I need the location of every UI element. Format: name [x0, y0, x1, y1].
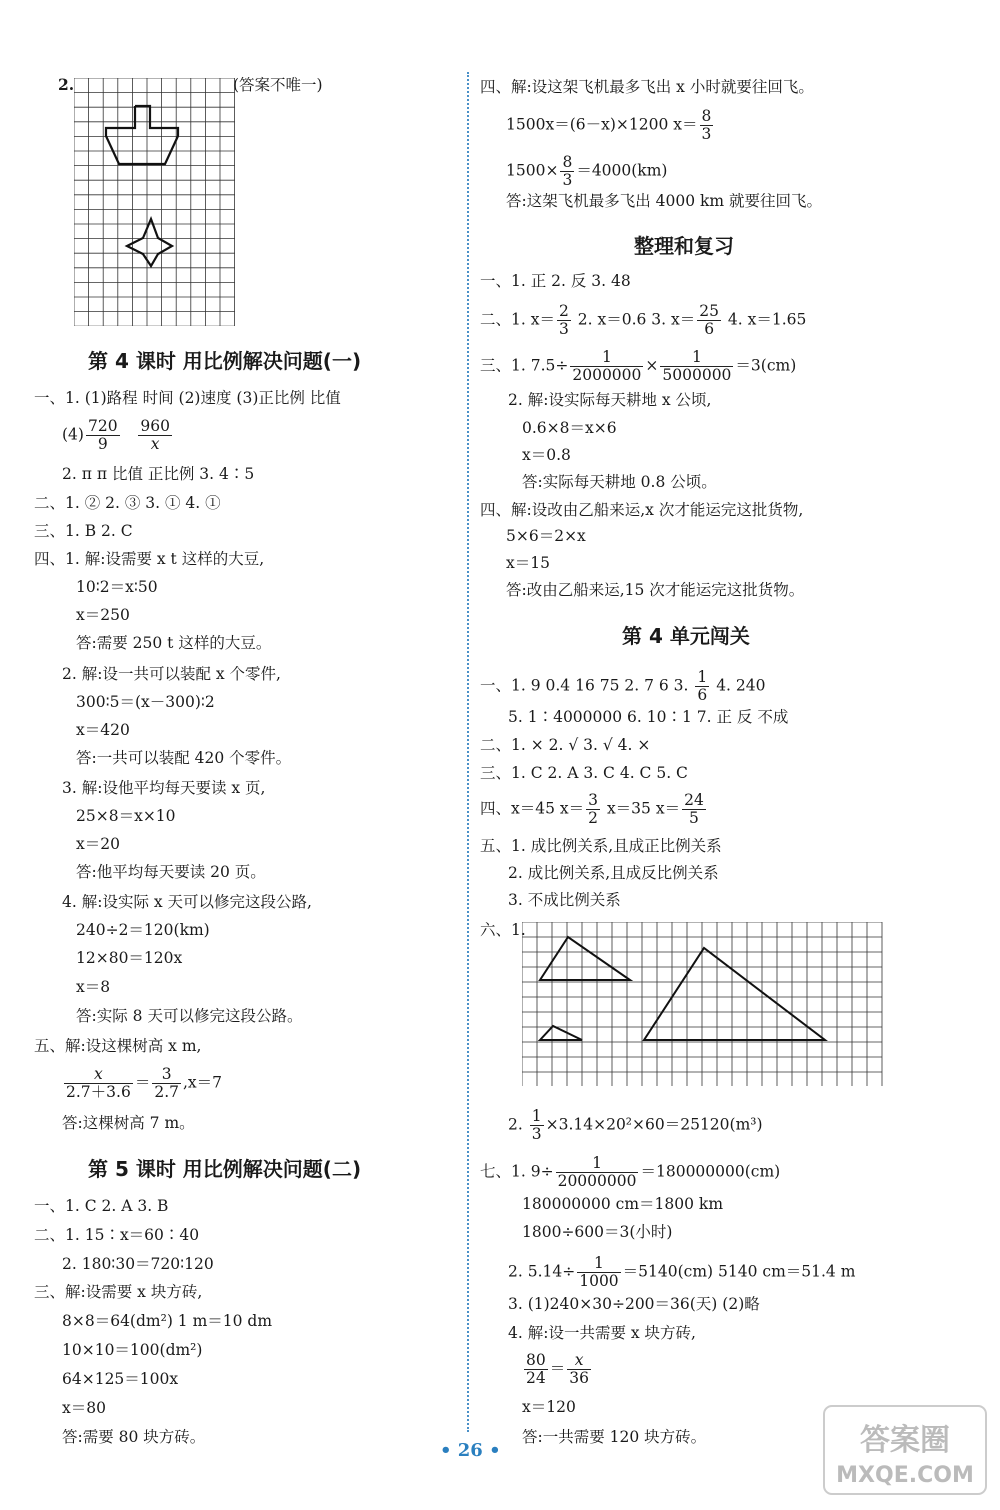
l5-line: 答:需要 80 块方砖。 — [62, 1428, 206, 1446]
l4-line: 答:一共可以装配 420 个零件。 — [76, 749, 292, 767]
star-shape — [127, 219, 172, 266]
l4-line: x＝420 — [76, 721, 130, 739]
u-line: x＝120 — [522, 1398, 576, 1416]
rv-line-2: 二、1. x＝ $\frac{2}{3}$ 2. x＝0.6 3. x＝ $\frac{25}{6}$ 4. x＝1.65 — [480, 302, 807, 338]
l4-line: x＝8 — [76, 978, 111, 996]
column-divider — [467, 72, 469, 1432]
l4-line: 25×8＝x×10 — [76, 807, 176, 825]
l5-line: 10×10＝100(dm²) — [62, 1341, 203, 1359]
l4-line: 2. π π 比值 正比例 3. 4∶5 — [62, 465, 255, 483]
rv-line: 一、1. 正 2. 反 3. 48 — [480, 272, 631, 290]
rv-line: 0.6×8＝x×6 — [522, 419, 617, 437]
l5-line: 二、1. 15∶x＝60∶40 — [34, 1226, 200, 1244]
l5-line: x＝80 — [62, 1399, 106, 1417]
l4-line: 答:需要 250 t 这样的大豆。 — [76, 634, 272, 652]
l4-line: 一、1. (1)路程 时间 (2)速度 (3)正比例 比值 — [34, 389, 341, 407]
left-grid-figure — [74, 78, 236, 326]
large-triangle — [644, 948, 825, 1040]
l4-line: 2. 解:设一共可以装配 x 个零件, — [62, 665, 281, 683]
l4-line: x＝20 — [76, 835, 120, 853]
tiny-triangle — [540, 1026, 582, 1040]
l4-line: 3. 解:设他平均每天要读 x 页, — [62, 779, 266, 797]
lesson4-title: 第 4 课时 用比例解决问题(一) — [88, 349, 362, 373]
l4-line: 五、解:设这棵树高 x m, — [34, 1037, 202, 1055]
q2-label: 2. — [58, 75, 75, 94]
rv-line: x＝0.8 — [522, 446, 571, 464]
rv-line: 5×6＝2×x — [506, 527, 586, 545]
r-top-line: 答:这架飞机最多飞出 4000 km 就要往回飞。 — [506, 192, 823, 210]
u-line: 1800÷600＝3(小时) — [522, 1223, 673, 1241]
u-line: 3. (1)240×30÷200＝36(天) (2)略 — [508, 1295, 760, 1313]
u-line: 答:一共需要 120 块方砖。 — [522, 1428, 707, 1446]
u-line-1: 一、1. 9 0.4 16 75 2. 7 6 3. $\frac{1}{6}$ 4. 240 — [480, 668, 766, 704]
q2-note: (答案不唯一) — [233, 76, 323, 94]
u-line: 五、1. 成比例关系,且成正比例关系 — [480, 837, 722, 855]
u-six-2: 2. $\frac{1}{3}$ ×3.14×20²×60＝25120(m³) — [508, 1107, 763, 1143]
rv-line: 2. 解:设实际每天耕地 x 公顷, — [508, 391, 712, 409]
unit-title: 第 4 单元闯关 — [622, 624, 750, 648]
right-grid-figure — [522, 922, 886, 1086]
l4-frac-line: (4) $\frac{720}{9}$ $\frac{960}{x}$ — [62, 417, 170, 453]
u-line: 180000000 cm＝1800 km — [522, 1195, 724, 1213]
rv-line: 答:实际每天耕地 0.8 公顷。 — [522, 473, 717, 491]
r-top-f1: 1500x＝(6－x)×1200 x＝ $\frac{8}{3}$ — [506, 107, 712, 143]
l5-line: 2. 180∶30＝720∶120 — [62, 1255, 214, 1273]
small-triangle-top — [540, 937, 630, 980]
u-line: 2. 成比例关系,且成反比例关系 — [508, 864, 719, 882]
l4-line: 10∶2＝x∶50 — [76, 578, 158, 596]
u-line: 3. 不成比例关系 — [508, 891, 621, 909]
l5-line: 8×8＝64(dm²) 1 m＝10 dm — [62, 1312, 273, 1330]
rv-line-3: 三、1. 7.5÷ $\frac{1}{2000000}$ × $\frac{1}{5000000}$ ＝3(cm) — [480, 348, 797, 384]
l4-line: 答:实际 8 天可以修完这段公路。 — [76, 1007, 303, 1025]
l4-line: 答:这棵树高 7 m。 — [62, 1114, 195, 1132]
watermark-logo — [820, 1400, 990, 1500]
u-line: 三、1. C 2. A 3. C 4. C 5. C — [480, 764, 688, 782]
rv-line: 答:改由乙船来运,15 次才能运完这批货物。 — [506, 581, 805, 599]
r-top-line: 四、解:设这架飞机最多飞出 x 小时就要往回飞。 — [480, 78, 814, 96]
rv-line: x＝15 — [506, 554, 550, 572]
pentagon-shape — [106, 106, 178, 164]
svg-text:MXQE.COM: MXQE.COM — [836, 1463, 974, 1488]
l4-line: 二、1. ② 2. ③ 3. ① 4. ① — [34, 494, 221, 512]
u-seven-2: 2. 5.14÷ $\frac{1}{1000}$ ＝5140(cm) 5140 cm＝51.4 m — [508, 1254, 856, 1290]
l4-line: 300∶5＝(x－300)∶2 — [76, 693, 215, 711]
rv-line: 四、解:设改由乙船来运,x 次才能运完这批货物, — [480, 501, 804, 519]
u-line: 4. 解:设一共需要 x 块方砖, — [508, 1324, 696, 1342]
l4-frac-line-2: $\frac{x}{2.7+3.6}$ ＝ $\frac{3}{2.7}$ ,x＝7 — [66, 1065, 223, 1101]
svg-text:答案圈: 答案圈 — [860, 1423, 950, 1458]
l4-line: x＝250 — [76, 606, 130, 624]
l5-line: 三、解:设需要 x 块方砖, — [34, 1283, 203, 1301]
review-title: 整理和复习 — [634, 234, 734, 258]
u-line: 六、1. — [480, 921, 526, 939]
page-number: • 26 • — [440, 1440, 501, 1461]
lesson5-title: 第 5 课时 用比例解决问题(二) — [88, 1157, 362, 1181]
u-line: 5. 1∶4000000 6. 10∶1 7. 正 反 不成 — [508, 708, 789, 726]
r-top-f2: 1500× $\frac{8}{3}$ ＝4000(km) — [506, 153, 668, 189]
l4-line: 三、1. B 2. C — [34, 522, 133, 540]
l5-line: 64×125＝100x — [62, 1370, 179, 1388]
l4-line: 答:他平均每天要读 20 页。 — [76, 863, 266, 881]
l5-line: 一、1. C 2. A 3. B — [34, 1197, 169, 1215]
u-line: 二、1. × 2. √ 3. √ 4. × — [480, 736, 651, 754]
l4-line: 4. 解:设实际 x 天可以修完这段公路, — [62, 893, 312, 911]
u-seven-1: 七、1. 9÷ $\frac{1}{20000000}$ ＝180000000(cm) — [480, 1154, 781, 1190]
l4-line: 四、1. 解:设需要 x t 这样的大豆, — [34, 550, 265, 568]
l4-line: 12×80＝120x — [76, 949, 183, 967]
u-line-4: 四、x＝45 x＝ $\frac{3}{2}$ x＝35 x＝ $\frac{24}{5}$ — [480, 791, 704, 827]
u-seven-4: $\frac{80}{24}$ ＝ $\frac{x}{36}$ — [526, 1351, 589, 1387]
l4-line: 240÷2＝120(km) — [76, 921, 210, 939]
